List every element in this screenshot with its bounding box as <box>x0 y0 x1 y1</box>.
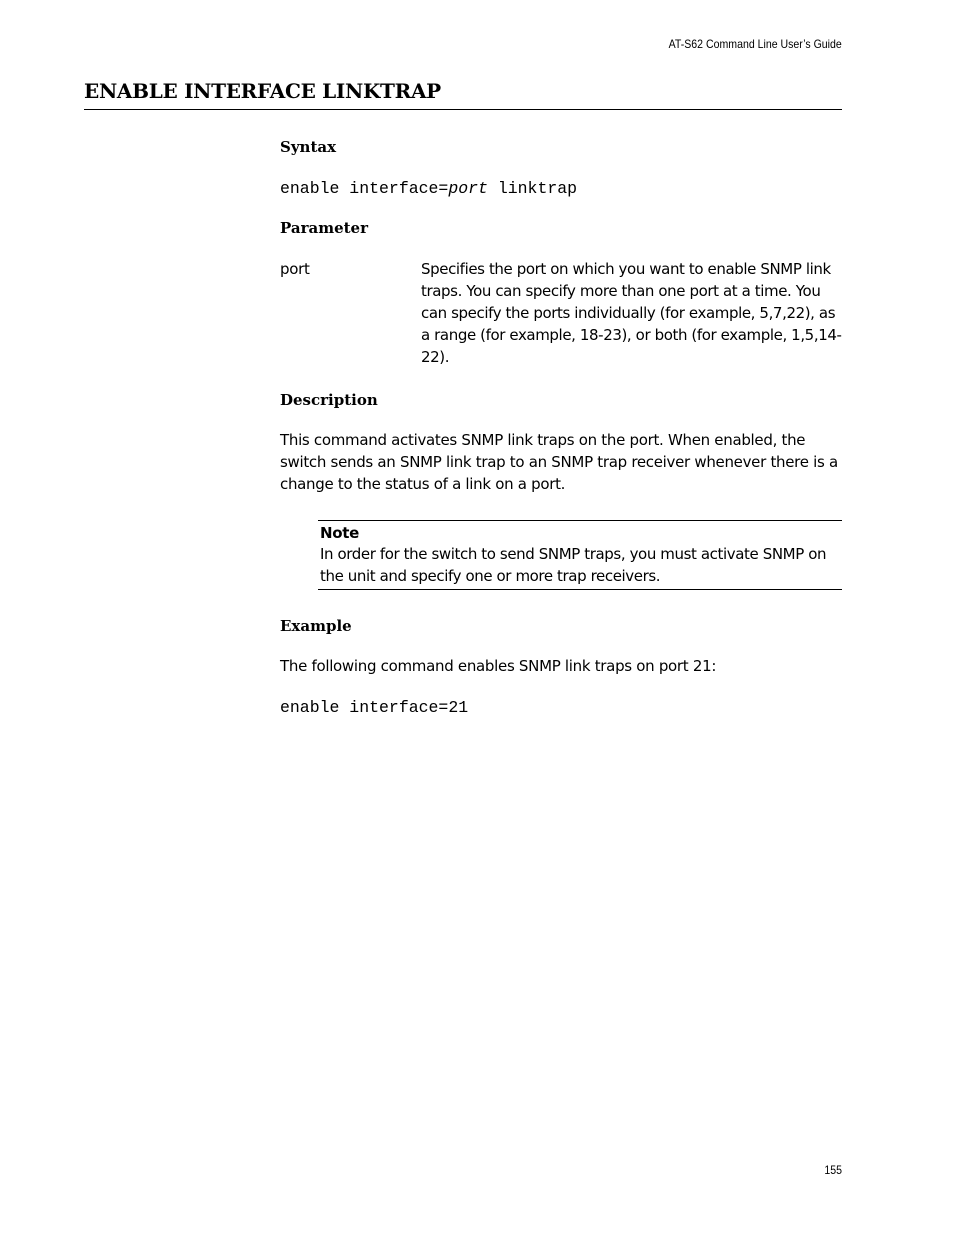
syntax-command <box>280 179 577 198</box>
running-header: AT-S62 Command Line User’s Guide <box>668 37 842 51</box>
description-heading: Description <box>280 391 378 409</box>
page-number: 155 <box>824 1163 842 1177</box>
parameter-description: Specifies the port on which you want to enable SNMP link traps. You can specify more than one port at a time. You can specify the ports individually (for example, 5,7,22), as a range (for example, 18-23), or both (for example, 1,5,14-22). <box>421 260 842 366</box>
example-heading: Example <box>280 617 352 635</box>
syntax-command-prefix: enable interface= <box>280 179 449 198</box>
parameter-heading: Parameter <box>280 219 369 237</box>
page-title: ENABLE INTERFACE LINKTRAP <box>84 79 441 103</box>
parameter-name: port <box>280 260 310 278</box>
syntax-command-param: port <box>448 179 488 198</box>
note-box <box>318 520 842 590</box>
description-text: This command activates SNMP link traps on the port. When enabled, the switch sends an SNMP link trap to an SNMP trap receiver whenever there is a change to the status of a link on a port. <box>280 431 838 493</box>
note-text: In order for the switch to send SNMP traps, you must activate SNMP on the unit and specify one or more trap receivers. <box>320 545 827 585</box>
example-command: enable interface=21 <box>280 698 469 717</box>
note-label: Note <box>320 524 360 542</box>
title-divider <box>84 109 842 110</box>
syntax-command-suffix: linktrap <box>487 179 578 198</box>
example-text: The following command enables SNMP link traps on port 21: <box>280 657 717 675</box>
syntax-heading: Syntax <box>280 138 337 156</box>
